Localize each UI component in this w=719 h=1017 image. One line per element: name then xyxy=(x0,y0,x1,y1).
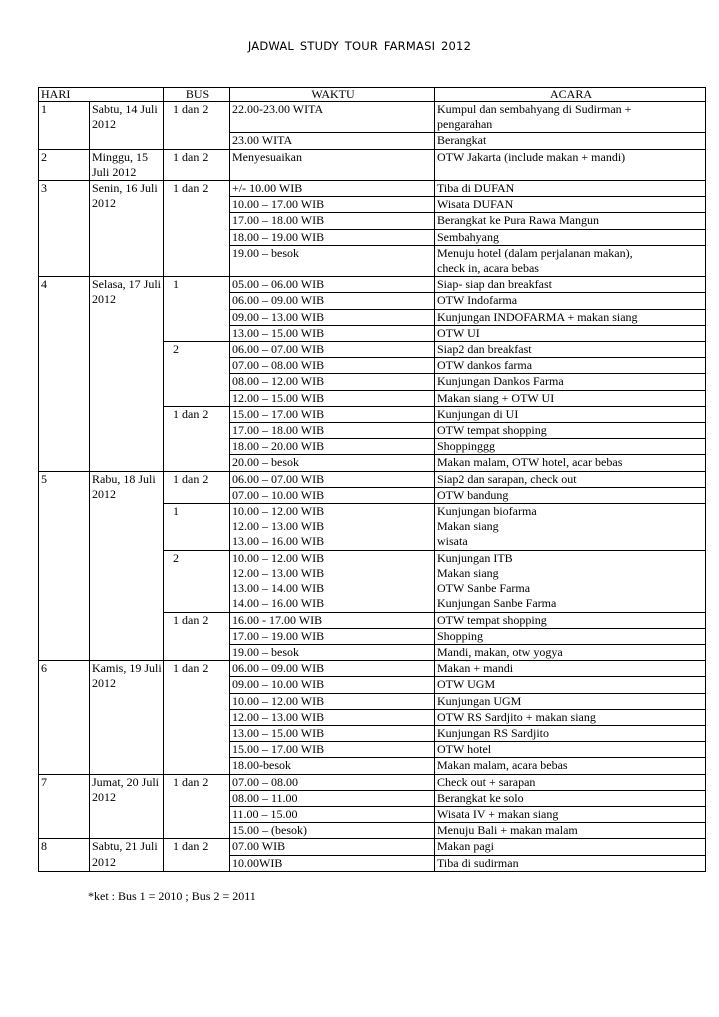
cell-line: 09.00 – 13.00 WIB xyxy=(232,309,325,324)
acara-cell xyxy=(435,612,706,628)
cell-line: Kumpul dan sembahyang di Sudirman + xyxy=(437,102,632,116)
day-date-cell: Rabu, 18 Juli 2012 xyxy=(90,471,164,660)
cell-line: 13.00 – 16.00 WIB xyxy=(232,534,325,549)
cell-line: 06.00 – 07.00 WIB xyxy=(232,471,325,486)
day-date-cell: Minggu, 15 Juli 2012 xyxy=(90,149,164,180)
waktu-cell xyxy=(230,423,435,439)
footnote: *ket : Bus 1 = 2010 ; Bus 2 = 2011 xyxy=(88,889,256,903)
cell-line: OTW bandung xyxy=(437,487,509,502)
waktu-cell xyxy=(230,725,435,741)
cell-line: Shopping xyxy=(437,628,484,643)
acara-cell xyxy=(435,149,706,180)
acara-cell xyxy=(435,229,706,245)
waktu-cell xyxy=(230,133,435,149)
waktu-cell xyxy=(230,487,435,503)
waktu-cell xyxy=(230,839,435,855)
cell-line: 10.00 – 12.00 WIB xyxy=(232,550,325,565)
cell-line: OTW RS Sardjito + makan siang xyxy=(437,709,596,724)
acara-cell xyxy=(435,471,706,487)
acara-cell xyxy=(435,439,706,455)
waktu-cell xyxy=(230,661,435,677)
day-date-cell: Kamis, 19 Juli 2012 xyxy=(90,661,164,774)
waktu-cell xyxy=(230,325,435,341)
acara-cell xyxy=(435,455,706,471)
acara-cell xyxy=(435,742,706,758)
acara-cell xyxy=(435,487,706,503)
acara-cell xyxy=(435,774,706,790)
bus-cell: 1 dan 2 xyxy=(164,406,230,471)
bus-cell: 1 dan 2 xyxy=(164,839,230,871)
waktu-cell xyxy=(230,245,435,276)
column-header-hari: HARI xyxy=(39,88,164,102)
cell-line: 17.00 – 18.00 WIB xyxy=(232,423,325,438)
cell-line: OTW UGM xyxy=(437,677,496,692)
table-row xyxy=(39,149,706,180)
acara-cell xyxy=(435,677,706,693)
cell-line: 07.00 – 08.00 WIB xyxy=(232,358,325,373)
cell-line: 08.00 – 11.00 xyxy=(232,790,298,805)
cell-line: Makan pagi xyxy=(437,839,494,854)
waktu-cell xyxy=(230,229,435,245)
cell-line: Makan siang xyxy=(437,519,499,534)
day-number-cell: 5 xyxy=(39,471,90,660)
waktu-cell xyxy=(230,823,435,839)
cell-line: Berangkat ke Pura Rawa Mangun xyxy=(437,213,599,228)
cell-line: OTW Jakarta (include makan + mandi) xyxy=(437,149,626,164)
acara-cell xyxy=(435,133,706,149)
waktu-cell xyxy=(230,149,435,180)
cell-line: Kunjungan di UI xyxy=(437,406,519,421)
acara-cell xyxy=(435,790,706,806)
waktu-cell xyxy=(230,677,435,693)
cell-line: OTW dankos farma xyxy=(437,358,533,373)
waktu-cell xyxy=(230,439,435,455)
bus-cell: 1 dan 2 xyxy=(164,661,230,774)
acara-cell xyxy=(435,181,706,197)
cell-line: Makan + mandi xyxy=(437,661,514,676)
acara-cell xyxy=(435,197,706,213)
waktu-cell xyxy=(230,342,435,358)
acara-cell xyxy=(435,423,706,439)
acara-cell xyxy=(435,245,706,276)
cell-line: Makan malam, acara bebas xyxy=(437,758,568,773)
waktu-cell xyxy=(230,644,435,660)
cell-line: Siap2 dan breakfast xyxy=(437,342,532,357)
schedule-table xyxy=(38,87,706,872)
cell-line: OTW UI xyxy=(437,325,480,340)
cell-line: 23.00 WITA xyxy=(232,133,293,148)
bus-cell: 2 xyxy=(164,342,230,407)
waktu-cell xyxy=(230,550,435,612)
cell-line: 18.00 – 19.00 WIB xyxy=(232,229,325,244)
table-row xyxy=(39,774,706,790)
cell-line: 10.00 – 12.00 WIB xyxy=(232,504,325,519)
acara-cell xyxy=(435,293,706,309)
cell-line: 16.00 - 17.00 WIB xyxy=(232,612,323,627)
cell-line: 18.00 – 20.00 WIB xyxy=(232,439,325,454)
acara-cell xyxy=(435,709,706,725)
cell-line: 13.00 – 15.00 WIB xyxy=(232,725,325,740)
waktu-cell xyxy=(230,102,435,133)
acara-cell xyxy=(435,855,706,871)
waktu-cell xyxy=(230,504,435,551)
cell-line: Berangkat xyxy=(437,133,487,148)
column-header-waktu: WAKTU xyxy=(230,88,435,102)
waktu-cell xyxy=(230,358,435,374)
cell-line: Makan siang + OTW UI xyxy=(437,390,555,405)
acara-cell xyxy=(435,342,706,358)
waktu-cell xyxy=(230,742,435,758)
waktu-cell xyxy=(230,309,435,325)
bus-cell: 1 xyxy=(164,277,230,342)
bus-cell: 1 dan 2 xyxy=(164,612,230,661)
acara-cell xyxy=(435,806,706,822)
cell-line: Kunjungan ITB xyxy=(437,550,513,565)
bus-cell: 1 dan 2 xyxy=(164,471,230,503)
day-date-cell: Senin, 16 Juli 2012 xyxy=(90,181,164,277)
bus-cell: 2 xyxy=(164,550,230,612)
cell-line: 19.00 – besok xyxy=(232,245,299,260)
cell-line: Sembahyang xyxy=(437,229,499,244)
cell-line: 20.00 – besok xyxy=(232,455,299,470)
table-row xyxy=(39,181,706,197)
waktu-cell xyxy=(230,628,435,644)
bus-cell: 1 dan 2 xyxy=(164,774,230,839)
cell-line: 14.00 – 16.00 WIB xyxy=(232,596,325,611)
waktu-cell xyxy=(230,790,435,806)
cell-line: Siap2 dan sarapan, check out xyxy=(437,471,577,486)
cell-line: Menuju Bali + makan malam xyxy=(437,823,578,838)
cell-line: 15.00 – 17.00 WIB xyxy=(232,406,325,421)
waktu-cell xyxy=(230,855,435,871)
cell-line: 10.00 – 12.00 WIB xyxy=(232,693,325,708)
cell-line: OTW tempat shopping xyxy=(437,423,547,438)
cell-line: 06.00 – 07.00 WIB xyxy=(232,342,325,357)
schedule-body xyxy=(39,102,706,872)
cell-line: Menyesuaikan xyxy=(232,149,302,164)
waktu-cell xyxy=(230,471,435,487)
acara-cell xyxy=(435,644,706,660)
cell-line: Kunjungan INDOFARMA + makan siang xyxy=(437,309,638,324)
acara-cell xyxy=(435,374,706,390)
acara-cell xyxy=(435,277,706,293)
cell-line: 12.00 – 13.00 WIB xyxy=(232,519,325,534)
cell-line: 19.00 – besok xyxy=(232,644,299,659)
cell-line: Check out + sarapan xyxy=(437,774,536,789)
cell-line xyxy=(437,165,705,180)
cell-line xyxy=(232,117,434,132)
cell-line: Makan siang xyxy=(437,565,499,580)
day-number-cell: 7 xyxy=(39,774,90,839)
waktu-cell xyxy=(230,406,435,422)
cell-line: Wisata IV + makan siang xyxy=(437,806,559,821)
cell-line: 10.00WIB xyxy=(232,855,283,870)
acara-cell xyxy=(435,628,706,644)
waktu-cell xyxy=(230,277,435,293)
cell-line: Kunjungan Sanbe Farma xyxy=(437,596,557,611)
waktu-cell xyxy=(230,374,435,390)
table-row xyxy=(39,839,706,855)
cell-line: Menuju hotel (dalam perjalanan makan), xyxy=(437,245,633,260)
waktu-cell xyxy=(230,181,435,197)
acara-cell xyxy=(435,504,706,551)
cell-line: 15.00 – 17.00 WIB xyxy=(232,742,325,757)
acara-cell xyxy=(435,358,706,374)
acara-cell xyxy=(435,390,706,406)
bus-cell: 1 dan 2 xyxy=(164,149,230,180)
cell-line: Berangkat ke solo xyxy=(437,790,524,805)
cell-line: Kunjungan UGM xyxy=(437,693,522,708)
waktu-cell xyxy=(230,758,435,774)
cell-line: 12.00 – 15.00 WIB xyxy=(232,390,325,405)
cell-line: Makan malam, OTW hotel, acar bebas xyxy=(437,455,623,470)
waktu-cell xyxy=(230,693,435,709)
acara-cell xyxy=(435,102,706,133)
table-row xyxy=(39,471,706,487)
cell-line: Kunjungan RS Sardjito xyxy=(437,725,550,740)
waktu-cell xyxy=(230,612,435,628)
cell-line: Mandi, makan, otw yogya xyxy=(437,644,563,659)
table-row xyxy=(39,661,706,677)
acara-cell xyxy=(435,550,706,612)
day-number-cell: 1 xyxy=(39,102,90,150)
cell-line: 17.00 – 18.00 WIB xyxy=(232,213,325,228)
cell-line: 09.00 – 10.00 WIB xyxy=(232,677,325,692)
cell-line: Kunjungan biofarma xyxy=(437,504,537,519)
cell-line: 07.00 – 10.00 WIB xyxy=(232,487,325,502)
cell-line: 13.00 – 14.00 WIB xyxy=(232,581,325,596)
cell-line: 05.00 – 06.00 WIB xyxy=(232,277,325,292)
cell-line: pengarahan xyxy=(437,117,493,132)
cell-line: 12.00 – 13.00 WIB xyxy=(232,709,325,724)
cell-line: OTW tempat shopping xyxy=(437,612,547,627)
cell-line: Tiba di sudirman xyxy=(437,855,519,870)
cell-line: OTW hotel xyxy=(437,742,492,757)
waktu-cell xyxy=(230,390,435,406)
cell-line: OTW Sanbe Farma xyxy=(437,581,531,596)
waktu-cell xyxy=(230,293,435,309)
acara-cell xyxy=(435,758,706,774)
cell-line: 06.00 – 09.00 WIB xyxy=(232,293,325,308)
day-number-cell: 2 xyxy=(39,149,90,180)
cell-line: 22.00-23.00 WITA xyxy=(232,102,324,116)
bus-cell: 1 xyxy=(164,504,230,551)
day-date-cell: Sabtu, 21 Juli 2012 xyxy=(90,839,164,871)
day-date-cell: Sabtu, 14 Juli 2012 xyxy=(90,102,164,150)
cell-line: 07.00 WIB xyxy=(232,839,286,854)
day-number-cell: 8 xyxy=(39,839,90,871)
cell-line: OTW Indofarma xyxy=(437,293,518,308)
cell-line xyxy=(232,261,434,276)
acara-cell xyxy=(435,309,706,325)
waktu-cell xyxy=(230,806,435,822)
column-header-acara: ACARA xyxy=(435,88,706,102)
bus-cell: 1 dan 2 xyxy=(164,102,230,150)
day-number-cell: 4 xyxy=(39,277,90,471)
cell-line: 08.00 – 12.00 WIB xyxy=(232,374,325,389)
acara-cell xyxy=(435,839,706,855)
cell-line: 15.00 – (besok) xyxy=(232,823,307,838)
acara-cell xyxy=(435,325,706,341)
cell-line: +/- 10.00 WIB xyxy=(232,181,303,196)
cell-line: check in, acara bebas xyxy=(437,261,539,276)
cell-line: 07.00 – 08.00 xyxy=(232,774,298,789)
acara-cell xyxy=(435,823,706,839)
cell-line xyxy=(232,165,434,180)
table-header-row xyxy=(39,88,706,102)
cell-line: 11.00 – 15.00 xyxy=(232,806,298,821)
column-header-bus: BUS xyxy=(164,88,230,102)
cell-line: Siap- siap dan breakfast xyxy=(437,277,552,292)
cell-line: 18.00-besok xyxy=(232,758,291,773)
day-date-cell: Jumat, 20 Juli 2012 xyxy=(90,774,164,839)
acara-cell xyxy=(435,213,706,229)
cell-line: Kunjungan Dankos Farma xyxy=(437,374,564,389)
day-number-cell: 3 xyxy=(39,181,90,277)
table-row xyxy=(39,277,706,293)
cell-line: 13.00 – 15.00 WIB xyxy=(232,325,325,340)
cell-line: Shoppinggg xyxy=(437,439,496,454)
waktu-cell xyxy=(230,455,435,471)
cell-line: 06.00 – 09.00 WIB xyxy=(232,661,325,676)
cell-line: 17.00 – 19.00 WIB xyxy=(232,628,325,643)
acara-cell xyxy=(435,661,706,677)
acara-cell xyxy=(435,693,706,709)
cell-line: 12.00 – 13.00 WIB xyxy=(232,565,325,580)
cell-line: Tiba di DUFAN xyxy=(437,181,515,196)
acara-cell xyxy=(435,406,706,422)
waktu-cell xyxy=(230,774,435,790)
day-date-cell: Selasa, 17 Juli 2012 xyxy=(90,277,164,471)
waktu-cell xyxy=(230,213,435,229)
waktu-cell xyxy=(230,709,435,725)
document-title: JADWAL STUDY TOUR FARMASI 2012 xyxy=(247,39,472,53)
bus-cell: 1 dan 2 xyxy=(164,181,230,277)
cell-line: 10.00 – 17.00 WIB xyxy=(232,197,325,212)
cell-line: Wisata DUFAN xyxy=(437,197,514,212)
waktu-cell xyxy=(230,197,435,213)
acara-cell xyxy=(435,725,706,741)
day-number-cell: 6 xyxy=(39,661,90,774)
table-row xyxy=(39,102,706,133)
cell-line: wisata xyxy=(437,534,468,549)
